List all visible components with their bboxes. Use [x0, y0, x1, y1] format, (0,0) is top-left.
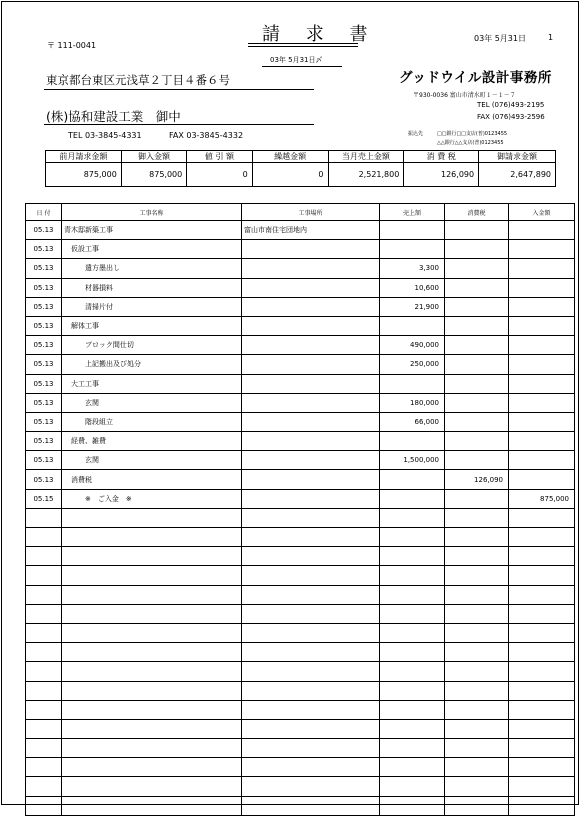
- cell-payment: [509, 278, 575, 297]
- closing-underline: [262, 66, 342, 67]
- cell-date: 05.15: [26, 489, 62, 508]
- cell-place: [242, 489, 380, 508]
- cell-tax: [445, 336, 509, 355]
- cell-payment: [509, 412, 575, 431]
- cell-tax: [445, 489, 509, 508]
- empty-row: [26, 700, 575, 719]
- cell-sales: [380, 566, 445, 585]
- table-row: [26, 316, 575, 335]
- bank-label: 振込先: [408, 131, 424, 137]
- cell-date: [26, 662, 62, 681]
- cell-place: [242, 739, 380, 758]
- detail-header-tax: 消費税: [445, 204, 509, 221]
- cell-tax: [445, 700, 509, 719]
- cell-sales: 1,500,000: [380, 451, 445, 470]
- table-row: [26, 240, 575, 259]
- cell-tax: [445, 758, 509, 777]
- cell-date: [26, 585, 62, 604]
- cell-tax: [445, 221, 509, 240]
- cell-tax: [445, 796, 509, 815]
- cell-place: [242, 355, 380, 374]
- cell-name: [62, 604, 242, 623]
- summary-value-row: [46, 163, 556, 187]
- cell-date: 05.13: [26, 412, 62, 431]
- customer-fax: FAX 03-3845-4332: [169, 131, 244, 140]
- empty-row: [26, 662, 575, 681]
- cell-place: [242, 758, 380, 777]
- cell-payment: [509, 240, 575, 259]
- cell-sales: 180,000: [380, 393, 445, 412]
- cell-date: 05.13: [26, 316, 62, 335]
- cell-sales: [380, 739, 445, 758]
- cell-name: 玄関: [62, 451, 242, 470]
- cell-tax: [445, 739, 509, 758]
- cell-tax: [445, 528, 509, 547]
- cell-name: [62, 739, 242, 758]
- cell-sales: [380, 662, 445, 681]
- summary-value: 875,000: [46, 163, 122, 187]
- cell-place: [242, 719, 380, 738]
- table-row: [26, 432, 575, 451]
- cell-sales: [380, 508, 445, 527]
- cell-date: [26, 796, 62, 815]
- cell-payment: [509, 297, 575, 316]
- summary-value: 0: [187, 163, 252, 187]
- cell-payment: [509, 566, 575, 585]
- cell-name: [62, 528, 242, 547]
- cell-payment: [509, 221, 575, 240]
- summary-header-row: [46, 151, 556, 163]
- cell-place: [242, 336, 380, 355]
- summary-header: 繰越金額: [252, 151, 328, 163]
- table-row: [26, 221, 575, 240]
- address-underline: [44, 89, 314, 90]
- cell-date: [26, 758, 62, 777]
- cell-tax: [445, 623, 509, 642]
- empty-row: [26, 796, 575, 815]
- cell-place: 富山市南住宅団地内: [242, 221, 380, 240]
- cell-tax: [445, 374, 509, 393]
- cell-sales: 3,300: [380, 259, 445, 278]
- cell-payment: [509, 700, 575, 719]
- cell-tax: [445, 643, 509, 662]
- table-row: [26, 451, 575, 470]
- cell-place: [242, 681, 380, 700]
- cell-name: 青木邸新築工事: [62, 221, 242, 240]
- cell-date: [26, 623, 62, 642]
- cell-date: 05.13: [26, 221, 62, 240]
- cell-sales: [380, 604, 445, 623]
- cell-tax: 126,090: [445, 470, 509, 489]
- cell-sales: 250,000: [380, 355, 445, 374]
- title-underline-2: [248, 46, 358, 47]
- cell-place: [242, 643, 380, 662]
- cell-tax: [445, 719, 509, 738]
- cell-name: [62, 643, 242, 662]
- cell-tax: [445, 393, 509, 412]
- summary-value: 126,090: [404, 163, 479, 187]
- cell-payment: [509, 758, 575, 777]
- cell-sales: [380, 681, 445, 700]
- cell-place: [242, 566, 380, 585]
- detail-header-name: 工事名称: [62, 204, 242, 221]
- cell-name: ブロック間仕切: [62, 336, 242, 355]
- cell-sales: [380, 432, 445, 451]
- cell-date: 05.13: [26, 278, 62, 297]
- cell-date: 05.13: [26, 240, 62, 259]
- cell-payment: [509, 681, 575, 700]
- cell-name: 経費、雑費: [62, 432, 242, 451]
- empty-row: [26, 681, 575, 700]
- cell-date: [26, 528, 62, 547]
- table-row: [26, 470, 575, 489]
- summary-table: [45, 150, 556, 187]
- cell-tax: [445, 662, 509, 681]
- cell-tax: [445, 297, 509, 316]
- cell-name: ※ ご入金 ※: [62, 489, 242, 508]
- cell-payment: [509, 643, 575, 662]
- summary-value: 2,647,890: [479, 163, 556, 187]
- cell-name: [62, 623, 242, 642]
- summary-header: 値 引 額: [187, 151, 252, 163]
- cell-name: [62, 700, 242, 719]
- cell-sales: [380, 719, 445, 738]
- cell-sales: [380, 221, 445, 240]
- cell-sales: [380, 700, 445, 719]
- cell-name: [62, 585, 242, 604]
- cell-tax: [445, 451, 509, 470]
- cell-tax: [445, 240, 509, 259]
- cell-name: 清掃片付: [62, 297, 242, 316]
- cell-place: [242, 259, 380, 278]
- cell-date: [26, 681, 62, 700]
- cell-payment: [509, 719, 575, 738]
- issue-date: 03年 5月31日: [474, 34, 526, 43]
- empty-row: [26, 604, 575, 623]
- cell-tax: [445, 355, 509, 374]
- bank-account-2: △△銀行△△支店(普)0123455: [437, 140, 504, 146]
- summary-header: 前月請求金額: [46, 151, 122, 163]
- empty-row: [26, 623, 575, 642]
- closing-date: 03年 5月31日〆: [270, 56, 323, 64]
- cell-date: [26, 719, 62, 738]
- issuer-fax: FAX (076)493-2596: [477, 113, 545, 121]
- cell-place: [242, 604, 380, 623]
- cell-name: 遣方墨出し: [62, 259, 242, 278]
- table-row: [26, 297, 575, 316]
- cell-sales: [380, 528, 445, 547]
- cell-place: [242, 585, 380, 604]
- cell-tax: [445, 412, 509, 431]
- cell-place: [242, 700, 380, 719]
- cell-date: 05.13: [26, 432, 62, 451]
- cell-name: 材器損料: [62, 278, 242, 297]
- detail-header-date: 日 付: [26, 204, 62, 221]
- cell-payment: [509, 508, 575, 527]
- customer-name: (株)協和建設工業 御中: [46, 109, 181, 124]
- empty-row: [26, 547, 575, 566]
- cell-payment: [509, 528, 575, 547]
- table-row: [26, 259, 575, 278]
- cell-tax: [445, 777, 509, 796]
- cell-payment: [509, 451, 575, 470]
- cell-tax: [445, 681, 509, 700]
- cell-date: 05.13: [26, 451, 62, 470]
- empty-row: [26, 508, 575, 527]
- empty-row: [26, 566, 575, 585]
- table-row: [26, 355, 575, 374]
- cell-sales: 66,000: [380, 412, 445, 431]
- cell-place: [242, 278, 380, 297]
- cell-date: [26, 777, 62, 796]
- cell-name: 階段組立: [62, 412, 242, 431]
- empty-row: [26, 585, 575, 604]
- summary-header: 御入金額: [121, 151, 186, 163]
- cell-tax: [445, 547, 509, 566]
- issuer-tel: TEL (076)493-2195: [477, 101, 545, 109]
- cell-place: [242, 528, 380, 547]
- cell-place: [242, 432, 380, 451]
- cell-place: [242, 777, 380, 796]
- invoice-title: 請 求 書: [262, 24, 378, 45]
- cell-name: [62, 758, 242, 777]
- cell-place: [242, 796, 380, 815]
- empty-row: [26, 777, 575, 796]
- table-row: [26, 336, 575, 355]
- cell-sales: [380, 585, 445, 604]
- cell-payment: [509, 470, 575, 489]
- cell-place: [242, 316, 380, 335]
- cell-payment: [509, 432, 575, 451]
- cell-date: [26, 547, 62, 566]
- empty-row: [26, 758, 575, 777]
- summary-value: 875,000: [121, 163, 186, 187]
- cell-tax: [445, 585, 509, 604]
- cell-name: [62, 547, 242, 566]
- cell-sales: [380, 777, 445, 796]
- summary-value: 2,521,800: [328, 163, 404, 187]
- cell-payment: [509, 374, 575, 393]
- cell-payment: [509, 585, 575, 604]
- cell-place: [242, 508, 380, 527]
- cell-place: [242, 393, 380, 412]
- cell-date: [26, 700, 62, 719]
- cell-place: [242, 547, 380, 566]
- issuer-address: 〒930-0036 富山市清水町１－１－７: [413, 92, 516, 99]
- cell-name: [62, 566, 242, 585]
- cell-place: [242, 470, 380, 489]
- cell-sales: [380, 470, 445, 489]
- table-row: [26, 412, 575, 431]
- cell-payment: [509, 604, 575, 623]
- detail-header-place: 工事場所: [242, 204, 380, 221]
- detail-body: [26, 221, 575, 816]
- cell-name: 上記搬出及び処分: [62, 355, 242, 374]
- cell-date: 05.13: [26, 393, 62, 412]
- cell-place: [242, 240, 380, 259]
- customer-address: 東京都台東区元浅草２丁目４番６号: [46, 73, 230, 87]
- cell-name: 玄関: [62, 393, 242, 412]
- page-number: 1: [548, 33, 554, 42]
- detail-header-sales: 売上額: [380, 204, 445, 221]
- detail-header-row: [26, 204, 575, 221]
- cell-place: [242, 412, 380, 431]
- cell-payment: [509, 796, 575, 815]
- cell-date: [26, 643, 62, 662]
- cell-payment: 875,000: [509, 489, 575, 508]
- cell-sales: [380, 643, 445, 662]
- cell-place: [242, 451, 380, 470]
- cell-sales: [380, 374, 445, 393]
- cell-tax: [445, 604, 509, 623]
- cell-payment: [509, 739, 575, 758]
- cell-payment: [509, 336, 575, 355]
- cell-name: [62, 662, 242, 681]
- empty-row: [26, 528, 575, 547]
- detail-table: [25, 203, 575, 816]
- cell-sales: [380, 489, 445, 508]
- cell-payment: [509, 393, 575, 412]
- cell-sales: [380, 547, 445, 566]
- cell-place: [242, 297, 380, 316]
- cell-payment: [509, 355, 575, 374]
- cell-tax: [445, 566, 509, 585]
- cell-payment: [509, 259, 575, 278]
- cell-date: [26, 508, 62, 527]
- empty-row: [26, 719, 575, 738]
- cell-sales: 10,600: [380, 278, 445, 297]
- table-row: [26, 489, 575, 508]
- cell-date: 05.13: [26, 355, 62, 374]
- cell-date: [26, 566, 62, 585]
- cell-payment: [509, 547, 575, 566]
- customer-tel: TEL 03-3845-4331: [68, 131, 142, 140]
- cell-tax: [445, 278, 509, 297]
- cell-sales: 490,000: [380, 336, 445, 355]
- title-underline: [248, 43, 358, 44]
- cell-tax: [445, 259, 509, 278]
- cell-name: [62, 508, 242, 527]
- cell-name: [62, 777, 242, 796]
- cell-name: [62, 681, 242, 700]
- cell-sales: [380, 796, 445, 815]
- cell-sales: [380, 758, 445, 777]
- cell-payment: [509, 623, 575, 642]
- cell-date: 05.13: [26, 297, 62, 316]
- issuer-name: グッドウイル設計事務所: [399, 70, 552, 86]
- cell-sales: 21,900: [380, 297, 445, 316]
- cell-place: [242, 662, 380, 681]
- cell-name: [62, 719, 242, 738]
- cell-date: 05.13: [26, 374, 62, 393]
- empty-row: [26, 739, 575, 758]
- summary-header: 当月売上金額: [328, 151, 404, 163]
- cell-payment: [509, 662, 575, 681]
- cell-date: 05.13: [26, 259, 62, 278]
- cell-payment: [509, 777, 575, 796]
- customer-underline: [44, 124, 314, 125]
- detail-header-payment: 入金額: [509, 204, 575, 221]
- cell-date: 05.13: [26, 470, 62, 489]
- cell-tax: [445, 508, 509, 527]
- summary-header: 御請求金額: [479, 151, 556, 163]
- cell-sales: [380, 240, 445, 259]
- empty-row: [26, 643, 575, 662]
- summary-value: 0: [252, 163, 328, 187]
- cell-name: 大工工事: [62, 374, 242, 393]
- cell-name: 仮設工事: [62, 240, 242, 259]
- cell-tax: [445, 316, 509, 335]
- postal-code: 〒 111-0041: [47, 41, 97, 50]
- cell-sales: [380, 623, 445, 642]
- table-row: [26, 278, 575, 297]
- cell-name: 消費税: [62, 470, 242, 489]
- cell-payment: [509, 316, 575, 335]
- table-row: [26, 393, 575, 412]
- cell-sales: [380, 316, 445, 335]
- cell-name: 解体工事: [62, 316, 242, 335]
- cell-name: [62, 796, 242, 815]
- cell-place: [242, 374, 380, 393]
- bank-account-1: □□銀行□□支店(普)0123455: [437, 131, 508, 137]
- cell-tax: [445, 432, 509, 451]
- cell-date: [26, 604, 62, 623]
- summary-header: 消 費 税: [404, 151, 479, 163]
- cell-place: [242, 623, 380, 642]
- cell-date: [26, 739, 62, 758]
- cell-date: 05.13: [26, 336, 62, 355]
- table-row: [26, 374, 575, 393]
